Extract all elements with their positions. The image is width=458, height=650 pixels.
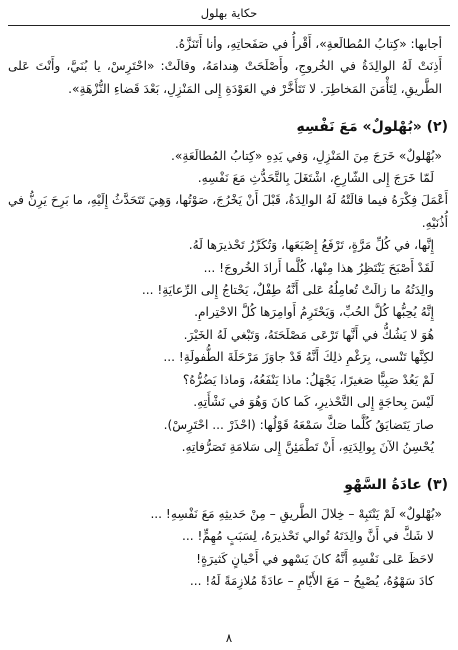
body-paragraph: لَمْ يَعُدْ صَبِيًّا صَغيرًا، يَجْهَلُ: ماذا يَنْفَعُهُ، وَماذا يَضُرُّهُ؟ [182, 372, 434, 387]
body-paragraph: كادَ سَهْوُهُ، يُصْبِحُ – مَعَ الأَيّامِ – عادَةً مُلازِمَةً لَهُ! ... [189, 573, 434, 588]
intro-paragraph: أَذِنَتْ لَهُ الوالِدَةُ في الخُروجِ، وأَصْلَحَتْ هِندامَهُ، وقالَتْ: «احْتَرِسْ، يا بُنَيَّ، وأَنْتَ عَلى الطَّريقِ، لِتَأْمَنَ المَخاطِرَ. لا تَتَأَخَّرْ في العَوْدَةِ إِلى المَنْزِلِ، بَعْدَ قَضاءِ النُّزْهَةِ». [8, 59, 442, 96]
intro-paragraph: أجابها: «كِتابُ المُطالَعةِ»، أَقْرأُ في صَفَحاتِهِ، وأنا أَتَنَزَّهُ. [174, 37, 442, 51]
body-paragraph: لَقَدْ أَصْبَحَ يَنْتَظِرُ هذا مِنْها، كُلَّما أَرادَ الخُروجَ! ... [203, 260, 434, 275]
body-paragraph: لكِنَّها تَنْسى، بِرَغْمِ ذلِكَ أَنَّهُ قَدْ جاوَزَ مَرْحَلَةَ الطُّفولَةِ! ... [163, 350, 434, 365]
running-header: حكاية بهلول [200, 6, 258, 20]
body-paragraph: «بُهْلولٌ» خَرَجَ مِنَ المَنْزِلِ، وَفي يَدِهِ «كِتابُ المُطالَعَةِ». [171, 148, 442, 163]
body-paragraph: يُحْسِنُ الآنَ بِوالِدَتِهِ، أَنْ تَطْمَئِنَّ إِلى سَلامَةِ تَصَرُّفاتِهِ. [181, 439, 434, 454]
body-paragraph: هُوَ لا يَشُكُّ في أَنَّها تَرْعَى مَصْلَحَتَهُ، وَتَبْغي لَهُ الخَيْرَ. [183, 327, 434, 342]
body-paragraph: لاحَظَ عَلى نَفْسِهِ أَنَّهُ كانَ يَسْهو في أَحْيانٍ كَثيرَةٍ! [196, 551, 434, 566]
body-paragraph: والِدَتُهُ ما زالَتْ تُعامِلُهُ عَلى أَنَّهُ طِفْلٌ، يَحْتاجُ إِلى الرِّعايَةِ! ... [141, 283, 434, 298]
body-paragraph: إِنَّها، في كُلِّ مَرَّةٍ، تَرْفَعُ إِصْبَعَها، وَتُكَرِّرُ تَحْذيرَها لَهُ. [188, 238, 434, 253]
body-paragraph: لا شَكَّ في أَنَّ والِدَتَهُ تُوالي تَحْذيرَهُ، لِسَبَبٍ مُهِمٍّ! ... [182, 529, 434, 544]
page-number: ٨ [225, 631, 233, 645]
body-paragraph: صارَ يَتَضايَقُ كُلَّما صَكَّ سَمْعَهُ قَوْلُها: (احْذَرْ ... احْتَرِسْ). [163, 417, 434, 432]
body-paragraph: «بُهْلولٌ» لَمْ يَنْتَبِهْ – خِلالَ الطَّريقِ – مِنْ حَديثِهِ مَعَ نَفْسِهِ! ... [150, 506, 442, 521]
page-content [8, 33, 448, 592]
section-heading: (٣) عادَةُ السَّهْوِ [344, 477, 448, 494]
body-paragraph: إِنَّهُ يُحِبُّها كُلَّ الحُبِّ، وَيَحْتَرِمُ أَوامِرَها كُلَّ الاحْتِرامِ. [194, 305, 434, 320]
header-rule [8, 25, 450, 26]
body-paragraph: لَيْسَ بِحاجَةٍ إِلى التَّحْذيرِ، كَما كانَ وَهُوَ في نَشْأَتِهِ. [193, 395, 434, 410]
body-paragraph: لَمّا خَرَجَ إِلى الشّارِعِ، اشْتَغَلَ بِالتَّحَدُّثِ مَعَ نَفْسِهِ. [197, 171, 434, 186]
body-paragraph: أَعْمَلَ فِكْرَهُ فيما قالَتْهُ لَهُ الوالِدَةُ، قَبْلَ أَنْ يَخْرُجَ، صَوْتُها، وَهِيَ تَتَحَدَّثُ إِلَيْهِ، ما بَرِحَ يَرِنُّ في أُذُنَيْهِ. [8, 193, 448, 230]
section-heading: (٢) «بُهْلولٌ» مَعَ نَفْسِهِ [296, 119, 448, 136]
